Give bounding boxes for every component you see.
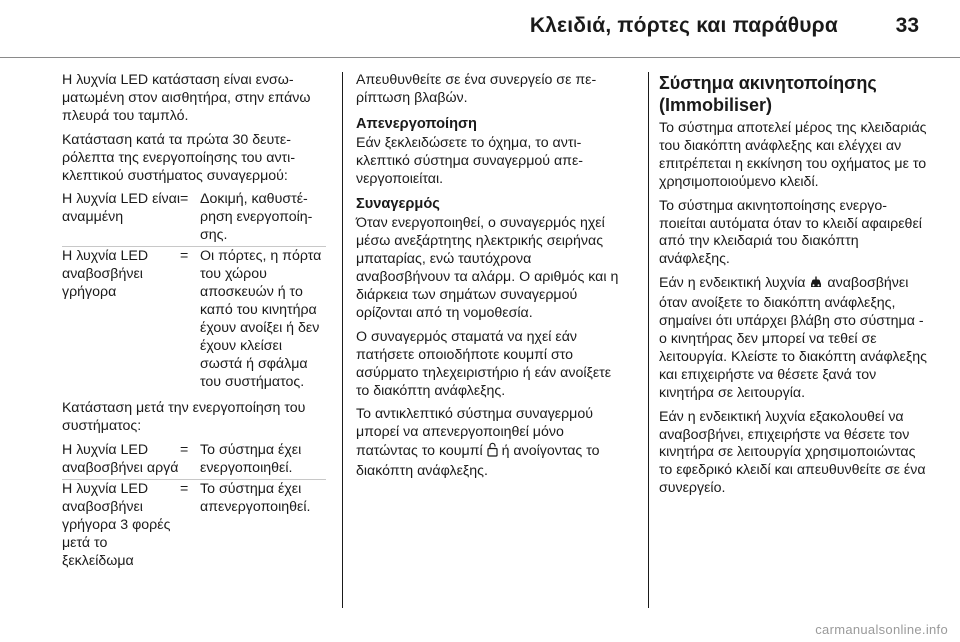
deactivation-text: Εάν ξεκλειδώσετε το όχημα, το αντικλεπτικό σύστημα συναγερμού απενεργοποιείται. [356, 134, 584, 187]
padlock-open-icon [487, 442, 498, 463]
header-divider [0, 57, 960, 58]
alarm-text-1: Όταν ενεργοποιηθεί, ο συναγερμός ηχεί μέσω ανεξάρτητης ηλεκτρικής σειρήνας μπαταρίας, ενώ ταυτόχρονα αναβοσβήνουν τα αλάρμ. Ο αριθμός και η διάρκεια των σημάτων συναγερμού ορίζονται από τη νομοθεσία. [356, 215, 619, 321]
equals-sign: = [180, 191, 189, 208]
column-divider-2 [648, 72, 649, 608]
led-intro: Η λυχνία LED κατάσταση είναι ενσωματωμένη στον αισθητήρα, στην επάνω πλευρά του ταμπλό. [62, 72, 311, 124]
led-state: Η λυχνία LED αναβοσβήνει αργά [62, 442, 179, 477]
immobiliser-text-3: Εάν η ενδεικτική λυχνία αναβοσβήνει όταν ανοίξετε το διακόπτη ανάφλεξης, σημαίνει ότι υπάρχει βλάβη στο σύστημα - ο κινητήρας δεν μπορεί να τεθεί σε λειτουργία. Κλείστε το διακόπτη ανάφλεξης και επιχειρήστε να θέσετε ξανά τον κινητήρα σε λειτουργία. [659, 275, 927, 401]
equals-sign: = [180, 248, 189, 265]
car-key-lamp-icon [809, 276, 823, 295]
equals-sign: = [180, 481, 189, 498]
led-state: Η λυχνία LED είναι αναμμένη [62, 191, 181, 226]
alarm-text-3: Το αντικλεπτικό σύστημα συναγερμού μπορεί να απενεργοποιηθεί μόνο πατώντας το κουμπί ή ανοίγοντας το διακόπτη ανάφλεξης. [356, 406, 600, 480]
column-middle [356, 72, 626, 487]
workshop-note: Απευθυνθείτε σε ένα συνεργείο σε περίπτωση βλαβών. [356, 72, 597, 106]
led-state: Η λυχνία LED αναβοσβήνει γρήγορα [62, 248, 149, 300]
column-divider-1 [342, 72, 343, 608]
equals-sign: = [180, 442, 189, 459]
led-meaning: Το σύστημα έχει ενεργοποιηθεί. [200, 442, 302, 477]
watermark: carmanualsonline.info [815, 622, 948, 637]
page-header [0, 0, 960, 58]
page-number: 33 [895, 14, 919, 37]
column-left [62, 72, 326, 580]
page-title: Κλειδιά, πόρτες και παράθυρα [529, 14, 838, 37]
alarm-text-2: Ο συναγερμός σταματά να ηχεί εάν πατήσετε οποιοδήποτε κουμπί στο ασύρματο τηλεχειριστήριο ή εάν ανοίξετε το διακόπτη ανάφλεξης. [356, 328, 612, 399]
led-meaning: Δοκιμή, καθυστέρηση ενεργοποίησης. [200, 191, 313, 244]
state-first-30s-intro: Κατάσταση κατά τα πρώτα 30 δευτερόλεπτα της ενεργοποίησης του αντικλεπτικού συστήματος συναγερμού: [62, 131, 296, 184]
table-row [62, 191, 326, 247]
led-meaning: Το σύστημα έχει απενεργοποιηθεί. [200, 481, 311, 515]
led-meaning: Οι πόρτες, η πόρτα του χώρου αποσκευών ή το καπό του κινητήρα έχουν ανοίξει ή δεν έχουν κλείσει σωστά ή σφάλμα του συστήματος. [200, 248, 322, 390]
column-right [659, 72, 927, 504]
led-state: Η λυχνία LED αναβοσβήνει γρήγορα 3 φορές μετά το ξεκλείδωμα [62, 481, 171, 569]
heading-alarm: Συναγερμός [356, 196, 440, 213]
table-row [62, 442, 326, 480]
table-row [62, 248, 326, 392]
immobiliser-text-4: Εάν η ενδεικτική λυχνία εξακολουθεί να αναβοσβήνει, επιχειρήστε να θέσετε τον κινητήρα σε λειτουργία χρησιμοποιώντας το εφεδρικό κλειδί και απευθυνθείτε σε ένα συνεργείο. [659, 408, 926, 497]
state-after-activation-intro: Κατάσταση μετά την ενεργοποίηση του συστήματος: [62, 400, 306, 435]
immobiliser-text-1: Το σύστημα αποτελεί μέρος της κλειδαριάς του διακόπτη ανάφλεξης και ελέγχει αν επιτρέπεται η εκκίνηση του οχήματος με το χρησιμοποιούμενο κλειδί. [659, 120, 927, 190]
table-row [62, 481, 326, 572]
immobiliser-text-2: Το σύστημα ακινητοποίησης ενεργοποιείται αυτόματα όταν το κλειδί αφαιρεθεί από την κλειδαριά του διακόπτη ανάφλεξης. [659, 197, 922, 268]
heading-deactivation: Απενεργοποίηση [356, 115, 477, 132]
heading-immobiliser: Σύστημα ακινητοποίησης (Immobiliser) [659, 73, 877, 115]
